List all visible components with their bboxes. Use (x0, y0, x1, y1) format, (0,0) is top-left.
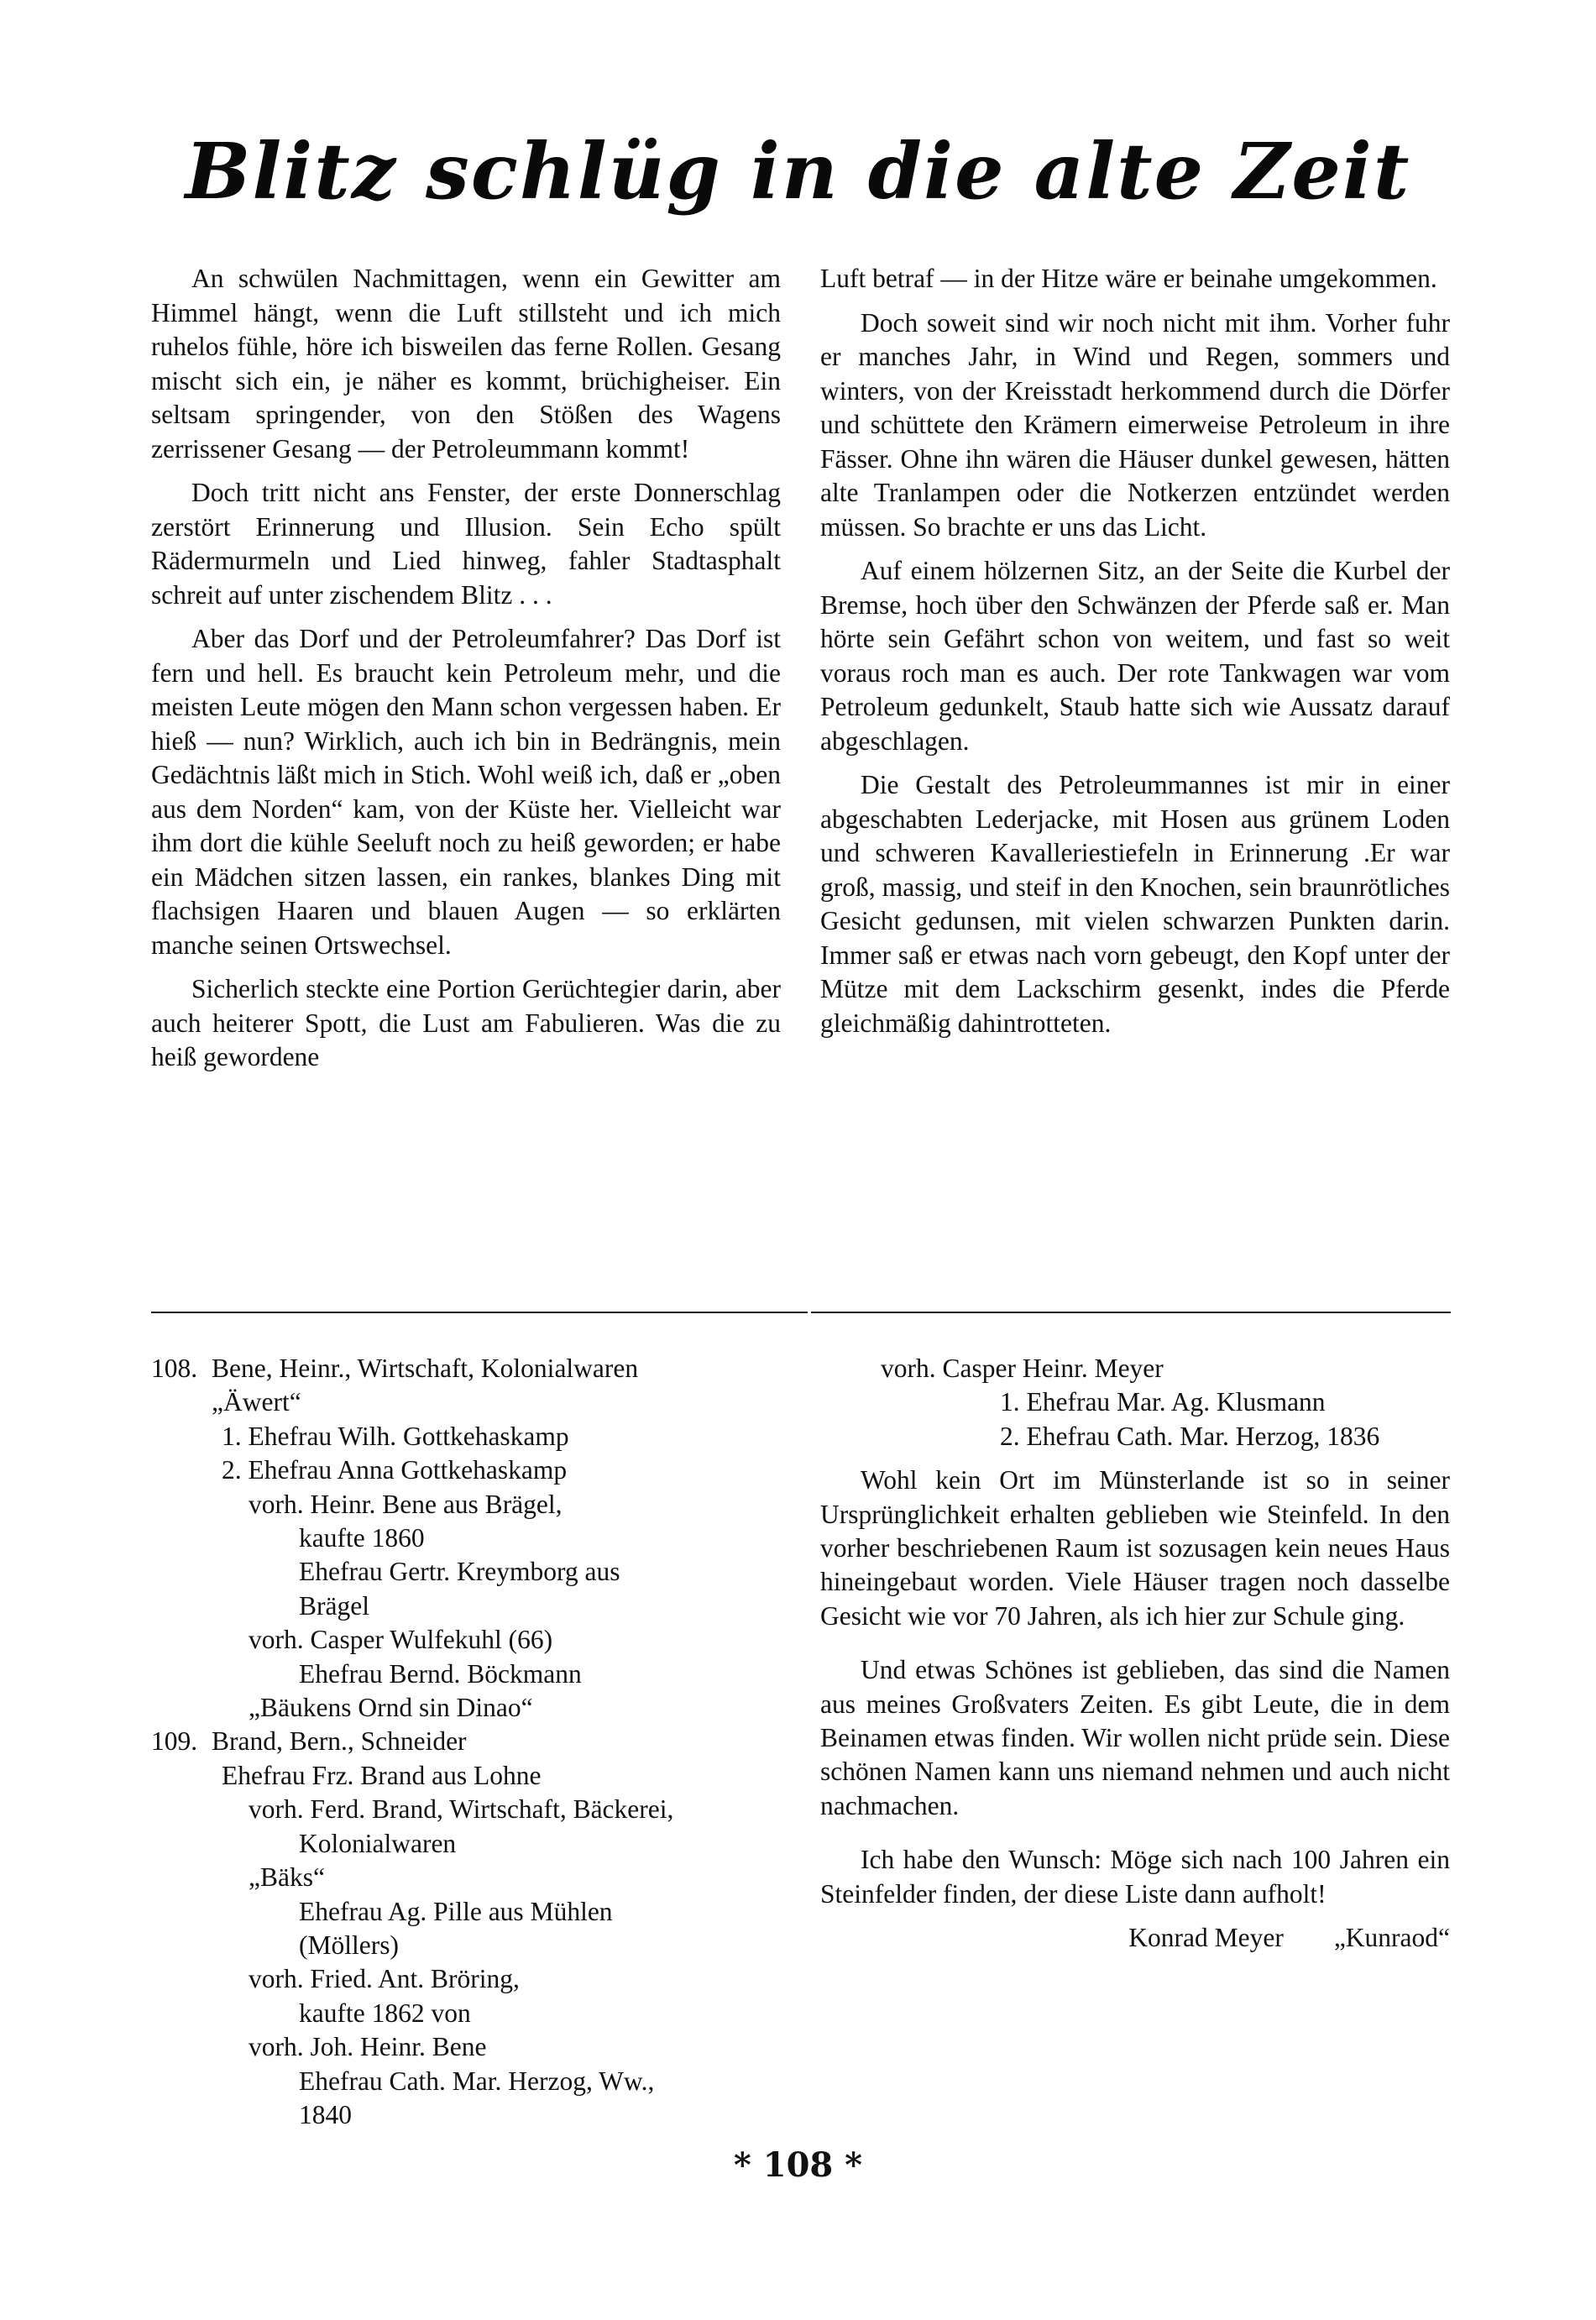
entry-number: 109. (151, 1726, 198, 1757)
register-text: Brägel (299, 1590, 369, 1621)
register-line: 2. Ehefrau Cath. Mar. Herzog, 1836 (1000, 1421, 1380, 1451)
register-line (151, 1385, 789, 1419)
article-paragraph: Sicherlich steckte eine Portion Gerüchtegier darin, aber auch heiterer Spott, die Lust am Fabulieren. Was die zu heiß gewordene (151, 974, 781, 1071)
article-paragraph: An schwülen Nachmittagen, wenn ein Gewitter am Himmel hängt, wenn die Luft stillsteht und ich mich ruhelos fühle, höre ich bisweilen das ferne Rollen. Gesang mischt sich ein, je näher es kommt, brüchigheiser. Ein seltsam springender, von den Stößen des Wagens zerrissener Gesang — der Petroleummann kommt! (151, 264, 781, 463)
register-line (151, 1691, 789, 1725)
register-text: Ehefrau Cath. Mar. Herzog, Ww., (299, 2066, 655, 2096)
register-text: Ehefrau Ag. Pille aus Mühlen (299, 1896, 613, 1926)
register-line (151, 1962, 789, 1996)
register-line (151, 1658, 789, 1691)
register-line (151, 2030, 789, 2064)
register-line (151, 1929, 789, 1962)
page-number: * 108 * (733, 2145, 863, 2185)
register-line (151, 1623, 789, 1657)
register-text: 2. Ehefrau Anna Gottkehaskamp (222, 1455, 568, 1485)
register-text: Bene, Heinr., Wirtschaft, Kolonialwaren (212, 1354, 639, 1383)
article-paragraph: Doch tritt nicht ans Fenster, der erste Donnerschlag zerstört Erinnerung und Illusion. Sein Echo spült Rädermurmeln und Lied hinweg, fahler Stadtasphalt schreit auf unter zischendem Blitz . . . (151, 478, 781, 610)
article-paragraph: Die Gestalt des Petroleummannes ist mir in einer abgeschabten Lederjacke, mit Hosen aus grünem Loden und schweren Kavalleriestiefeln in Erinnerung .Er war groß, massig, und steif in den Knochen, sein braunrötliches Gesicht gedunsen, mit vielen schwarzen Punkten darin. Immer saß er etwas nach vorn gebeugt, den Kopf unter der Mütze mit dem Lackschirm gesenkt, indes die Pferde gleichmäßig dahintrotteten. (820, 770, 1450, 1038)
register-line (151, 1488, 789, 1521)
article-paragraph: Luft betraf — in der Hitze wäre er beinahe umgekommen. (820, 264, 1437, 293)
register-line (151, 1725, 789, 1758)
article-paragraph: Auf einem hölzernen Sitz, an der Seite die Kurbel der Bremse, hoch über den Schwänzen der Pferde saß er. Man hörte sein Gefährt schon von weitem, und fast so weit voraus roch man es auch. Der rote Tankwagen war vom Petroleum gedunkelt, Staub hatte sich wie Aussatz darauf abgeschlagen. (820, 556, 1450, 756)
register-text: 1840 (299, 2099, 352, 2129)
article-paragraph: Doch soweit sind wir noch nicht mit ihm. Vorher fuhr er manches Jahr, in Wind und Regen, sommers und winters, von der Kreisstadt herkommend durch die Dörfer und schüttete den Krämern eimerweise Petroleum in ihre Fässer. Ohne ihn wären die Häuser dunkel gewesen, hätten alte Tranlampen oder die Notkerzen entzündet werden müssen. So brachte er uns das Licht. (820, 307, 1450, 542)
register-line (151, 1997, 789, 2030)
register-line (151, 1827, 789, 1861)
register-line (151, 1555, 789, 1589)
register-text: vorh. Joh. Heinr. Bene (249, 2032, 487, 2062)
register-line (151, 2098, 789, 2132)
register-text: vorh. Fried. Ant. Bröring, (249, 1964, 520, 1994)
register-line (151, 1589, 789, 1623)
register-column-right (820, 1352, 1450, 1956)
register-line: 1. Ehefrau Mar. Ag. Klusmann (1000, 1387, 1326, 1417)
register-text: Ehefrau Bernd. Böckmann (299, 1658, 582, 1689)
author-nickname: „Kunraod“ (1333, 1923, 1450, 1953)
register-line (151, 1861, 789, 1894)
register-text: kaufte 1862 von (299, 1998, 471, 2028)
register-text: (Möllers) (299, 1930, 399, 1960)
entry-number: 108. (151, 1354, 198, 1383)
register-text: „Äwert“ (212, 1387, 301, 1417)
register-line (151, 1895, 789, 1929)
closing-paragraph: Und etwas Schönes ist geblieben, das sind die Namen aus meines Großvaters Zeiten. Es gibt Leute, die in dem Beinamen etwas finden. Wir wollen nicht prüde sein. Diese schönen Namen kann uns niemand nehmen und auch nicht nachmachen. (820, 1655, 1450, 1820)
register-line (151, 2065, 789, 2098)
register-text: „Bäks“ (249, 1862, 325, 1893)
closing-paragraph: Ich habe den Wunsch: Möge sich nach 100 Jahren ein Steinfelder finden, der diese Liste dann aufholt! (820, 1845, 1450, 1909)
section-divider-left (151, 1312, 808, 1313)
register-line: vorh. Casper Heinr. Meyer (881, 1354, 1164, 1383)
register-text: Ehefrau Gertr. Kreymborg aus (299, 1557, 620, 1587)
register-line (151, 1521, 789, 1555)
register-text: Kolonialwaren (299, 1828, 457, 1858)
article-paragraph: Aber das Dorf und der Petroleumfahrer? Das Dorf ist fern und hell. Es braucht kein Petroleum mehr, und die meisten Leute mögen den Mann schon vergessen haben. Er hieß — nun? Wirklich, auch ich bin in Bedrängnis, mein Gedächtnis läßt mich in Stich. Wohl weiß ich, daß er „oben aus dem Norden“ kam, von der Küste her. Vielleicht war ihm dort die kühle Seeluft noch zu heiß geworden; er habe ein Mädchen sitzen lassen, ein rankes, blankes Ding mit flachsigen Haaren und blauen Augen — so erklärten manche seinen Ortswechsel. (151, 624, 781, 960)
register-column-left (151, 1352, 789, 2132)
register-text: vorh. Ferd. Brand, Wirtschaft, Bäckerei, (249, 1794, 674, 1825)
register-line (151, 1420, 789, 1453)
register-line (151, 1793, 789, 1826)
closing-paragraph: Wohl kein Ort im Münsterlande ist so in seiner Ursprünglichkeit erhalten geblieben wie Steinfeld. In den vorher beschriebenen Raum ist sozusagen kein neues Haus hineingebaut worden. Viele Häuser tragen noch dasselbe Gesicht wie vor 70 Jahren, als ich hier zur Schule ging. (820, 1465, 1450, 1631)
author-name: Konrad Meyer (1128, 1923, 1284, 1953)
article-column-left (151, 262, 781, 1085)
register-text: kaufte 1860 (299, 1523, 425, 1553)
register-text: Brand, Bern., Schneider (212, 1726, 467, 1757)
register-text: Ehefrau Frz. Brand aus Lohne (222, 1760, 542, 1790)
section-divider-right (811, 1312, 1451, 1313)
register-text: 1. Ehefrau Wilh. Gottkehaskamp (222, 1421, 569, 1451)
register-line (151, 1352, 789, 1385)
article-title: Blitz schlüg in die alte Zeit (185, 126, 1411, 217)
register-line (151, 1453, 789, 1487)
article-column-right (820, 262, 1450, 1050)
register-text: „Bäukens Ornd sin Dinao“ (249, 1693, 533, 1723)
register-text: vorh. Casper Wulfekuhl (66) (249, 1625, 553, 1655)
register-text: vorh. Heinr. Bene aus Brägel, (249, 1489, 563, 1519)
signature (820, 1921, 1450, 1955)
register-line (151, 1759, 789, 1793)
